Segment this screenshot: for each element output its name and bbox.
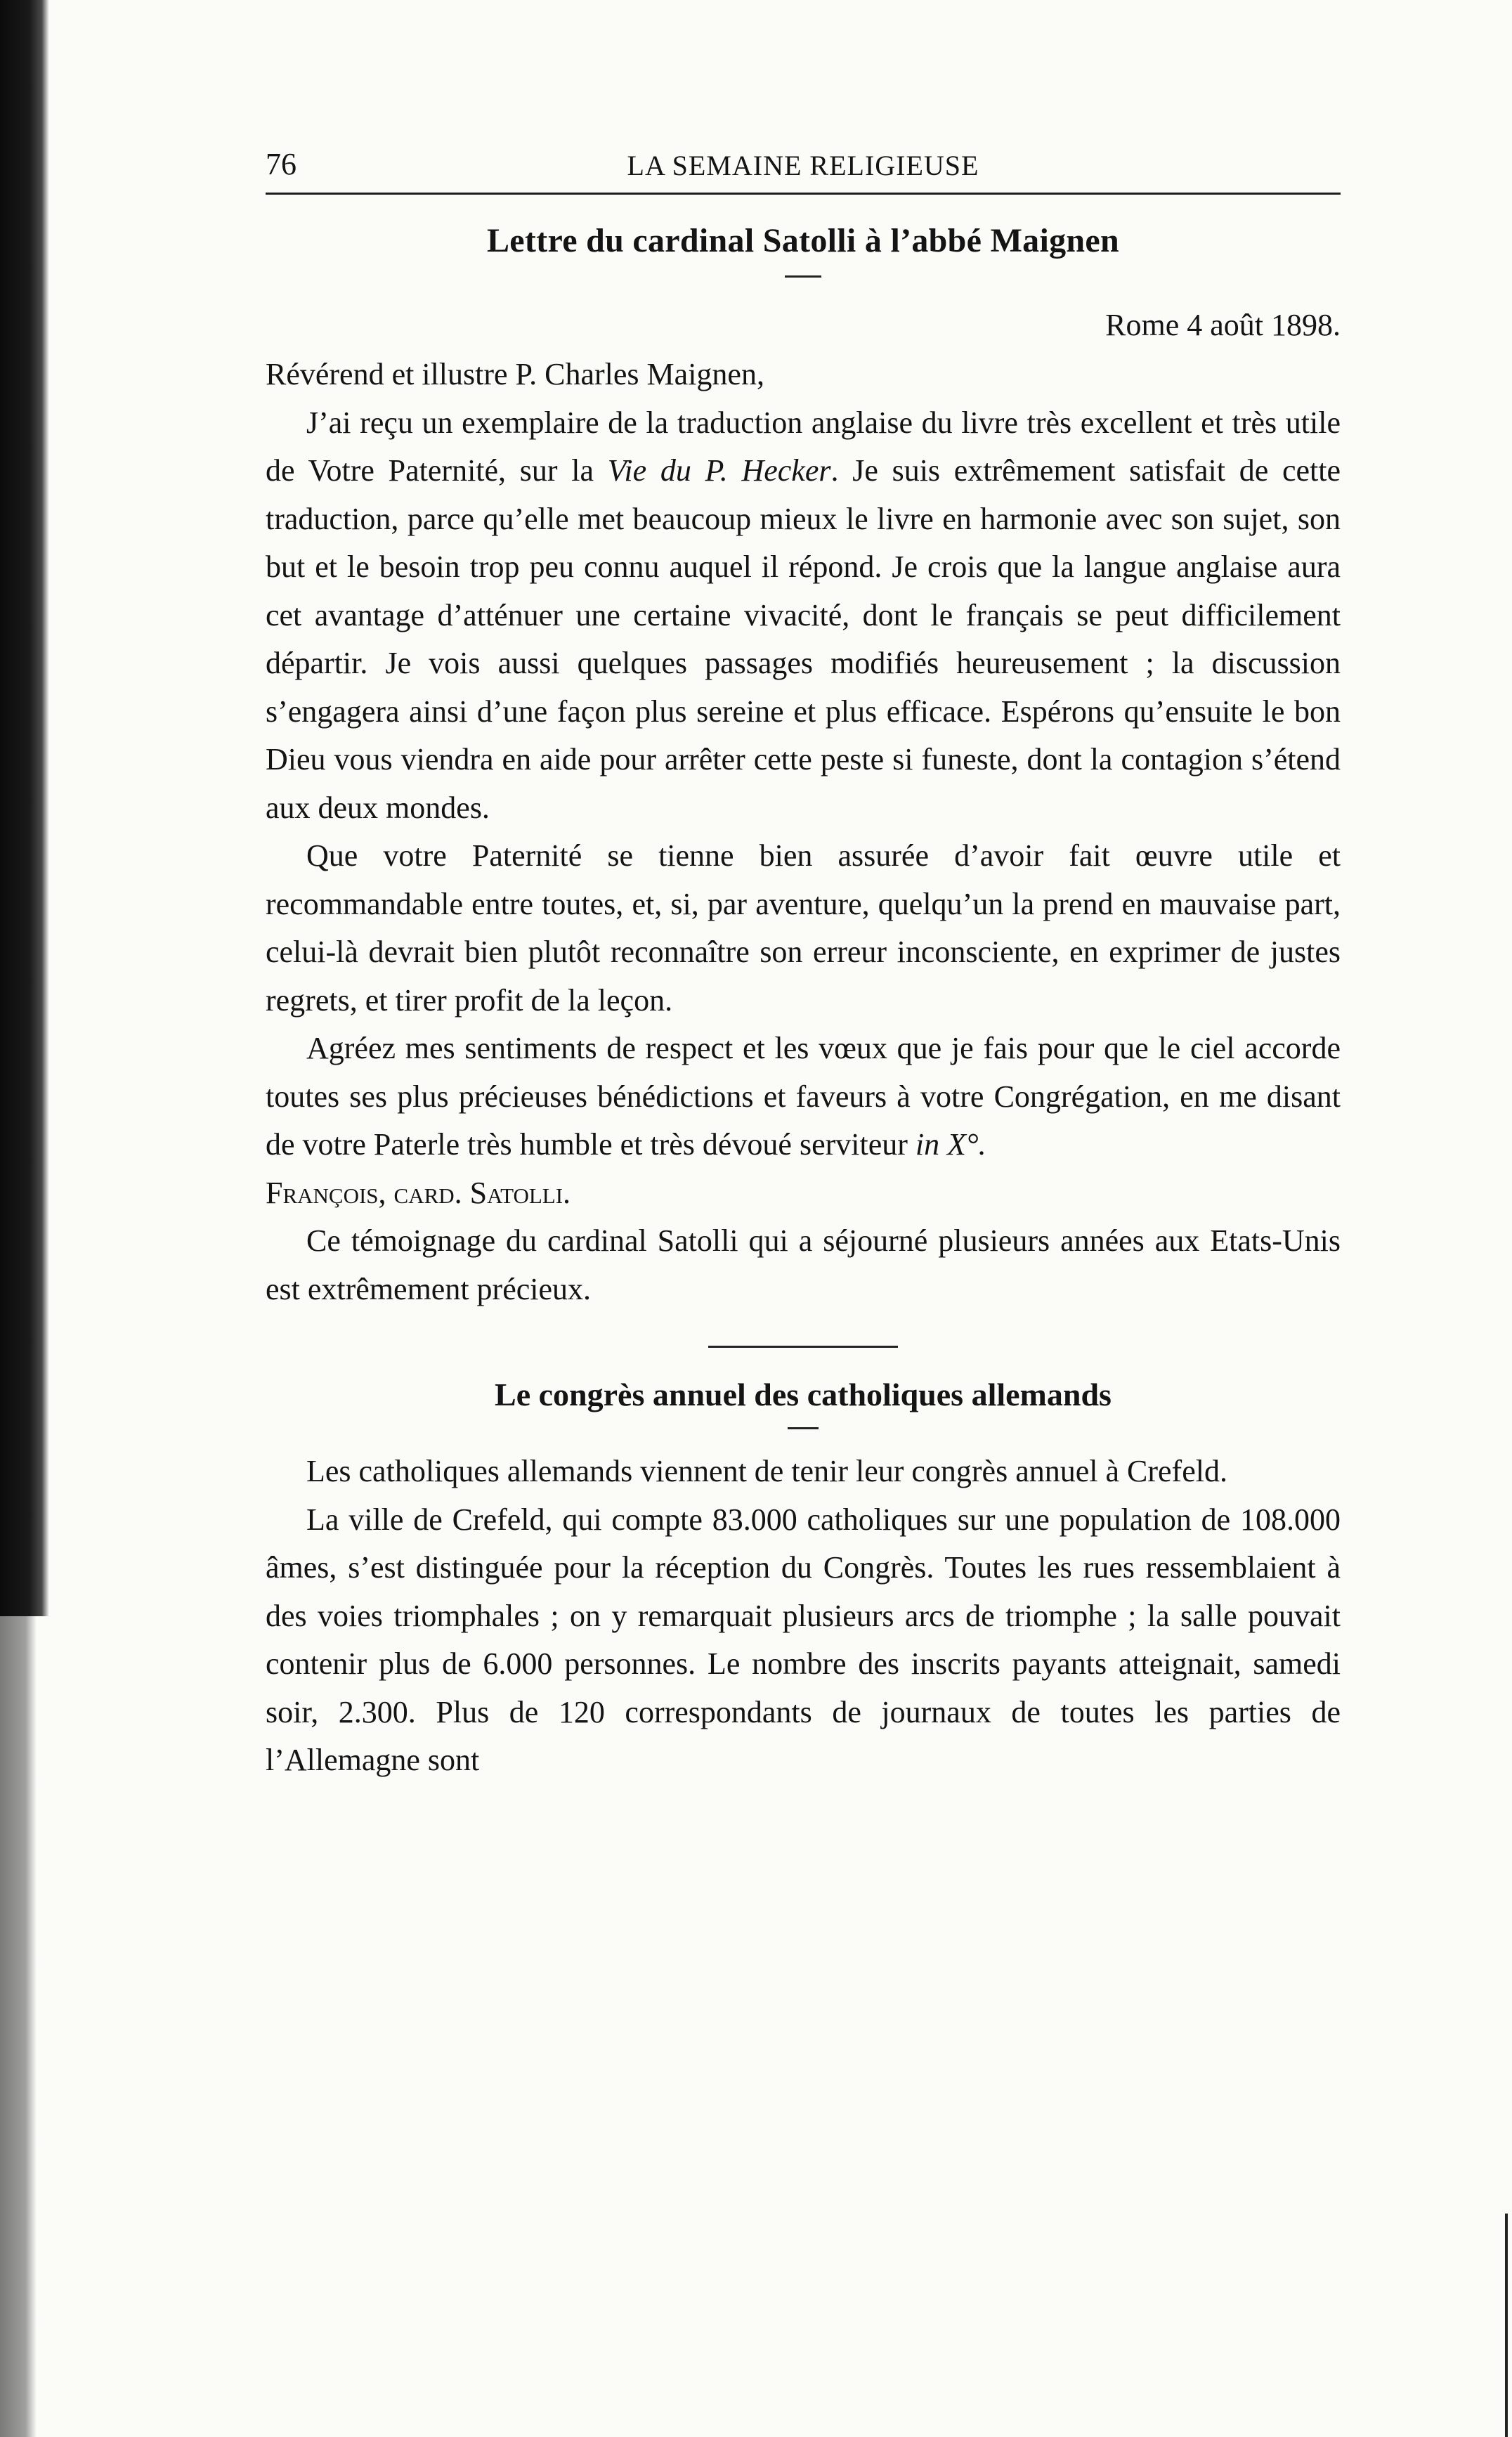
running-title: LA SEMAINE RELIGIEUSE: [627, 150, 979, 181]
running-header: [266, 141, 1341, 195]
letter-paragraph-2: Que votre Paternité se tienne bien assurée d’avoir fait œuvre utile et recommandable entre toutes, et, si, par aventure, quelqu’un la prend en mauvaise part, celui-là devrait bien plutôt reconnaître son erreur inconsciente, en exprimer de justes regrets, et tirer profit de la leçon.: [266, 838, 1341, 1018]
title-dash-2: [788, 1427, 819, 1429]
letter-closing-italic: in X°.: [915, 1127, 986, 1162]
title-dash: [785, 275, 821, 278]
letter-paragraph-1-a: J’ai reçu un exemplaire de la traduction anglaise du livre très excellent et très utile de Votre Paternité, sur la: [266, 405, 1341, 488]
letter-paragraph-1-b: . Je suis extrêmement satisfait de cette traduction, parce qu’elle met beaucoup mieux le livre en harmonie avec son sujet, son but et le besoin trop peu connu auquel il répond. Je crois que la langue anglaise aura cet avantage d’atténuer une certaine vivacité, dont le français se peut difficilement départir. Je vois aussi quelques passages modifiés heureusement ; la discussion s’engagera ainsi d’une façon plus sereine et plus efficace. Espérons qu’ensuite le bon Dieu vous viendra en aide pour arrêter cette peste si funeste, dont la contagion s’étend aux deux mondes.: [266, 453, 1341, 825]
letter-salutation: Révérend et illustre P. Charles Maignen,: [266, 357, 764, 391]
congres-paragraph-2: La ville de Crefeld, qui compte 83.000 catholiques sur une population de 108.000 âmes, s’est distinguée pour la réception du Congrès. Toutes les rues ressemblaient à des voies triomphales ; on y remarquait plusieurs arcs de triomphe ; la salle pouvait contenir plus de 6.000 personnes. Le nombre des inscrits payants atteignait, samedi soir, 2.300. Plus de 120 correspondants de journaux de toutes les parties de l’Allemagne sont: [266, 1502, 1341, 1777]
page-number: 76: [266, 147, 296, 181]
page-edge-mark: [1505, 2214, 1508, 2437]
section-divider: [708, 1346, 898, 1348]
editorial-comment: Ce témoignage du cardinal Satolli qui a séjourné plusieurs années aux Etats-Unis est extrêmement précieux.: [266, 1223, 1341, 1306]
page-content: [266, 141, 1341, 1785]
article-title-satolli: Lettre du cardinal Satolli à l’abbé Maignen: [486, 222, 1120, 259]
article-title-congres: Le congrès annuel des catholiques allemands: [495, 1377, 1112, 1412]
letter-paragraph-3-a: Agréez mes sentiments de respect et les vœux que je fais pour que le ciel accorde toutes ses plus précieuses bénédictions et faveurs à votre Congrégation, en me disant de votre Paterle très humble et très dévoué serviteur: [266, 1031, 1341, 1162]
letter-signature: François, card. Satolli.: [266, 1175, 571, 1210]
book-spine-shadow-lower: [0, 1616, 37, 2437]
book-title-italic: Vie du P. Hecker: [607, 453, 831, 488]
book-spine-shadow: [0, 0, 49, 1616]
letter-dateline: Rome 4 août 1898.: [1105, 308, 1341, 342]
congres-paragraph-1: Les catholiques allemands viennent de tenir leur congrès annuel à Crefeld.: [306, 1454, 1227, 1488]
letter-paragraph-3: [266, 1025, 1341, 1169]
letter-paragraph-1: [266, 399, 1341, 833]
